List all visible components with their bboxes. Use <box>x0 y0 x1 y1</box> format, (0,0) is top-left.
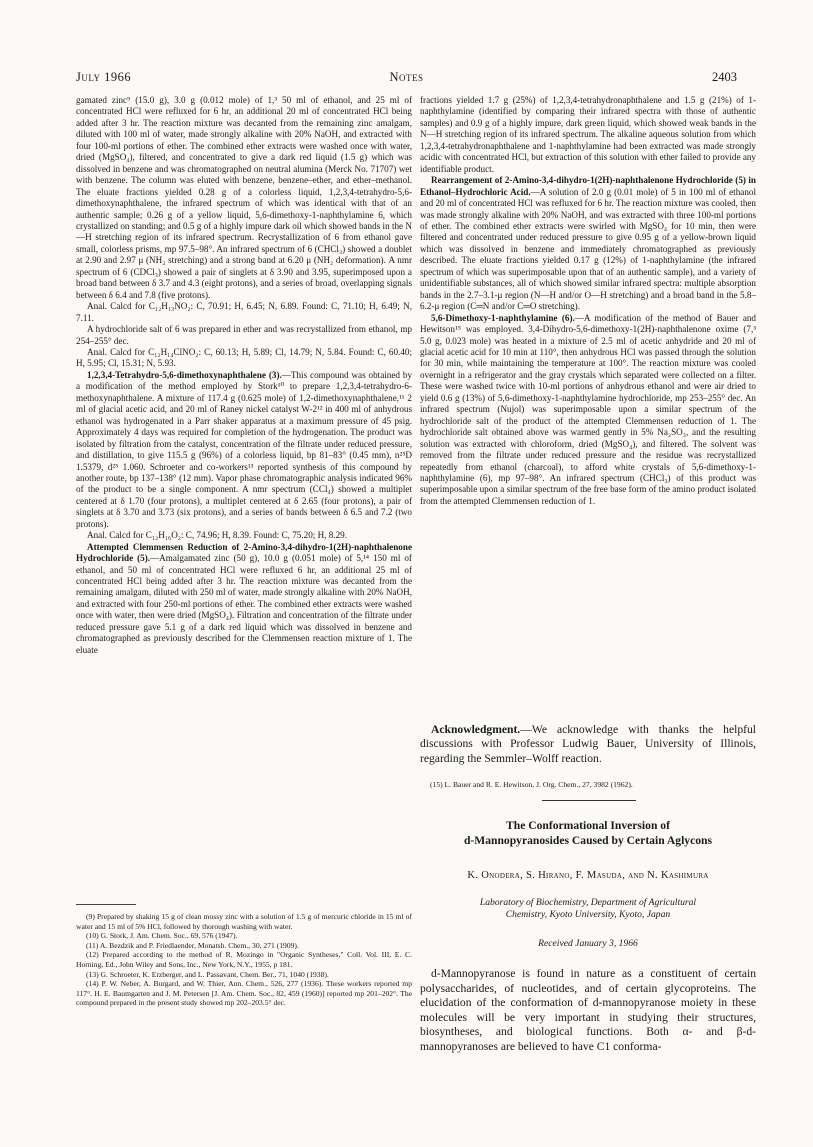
footnote-15: (15) L. Bauer and R. E. Hewitson, J. Org. Chem., 27, 3982 (1962). <box>430 780 633 789</box>
paragraph: fractions yielded 1.7 g (25%) of 1,2,3,4-tetrahydronaphthalene and 1.5 g (21%) of 1-naphthylamine (identified by comparing their infrared spectra with those of authentic samples) and 0.9 g of a highly impure, dark green liquid, which showed weak bands in the N—H stretching region of its infrared spectrum. The alkaline aqueous solution from which 1,2,3,4-tetrahydronaphthalene and 1-naphthylamine had been extracted was made strongly acidic with concentrated HCl, but extraction of this solution with ether failed to provide any identifiable product. <box>420 95 756 174</box>
article-affiliation: Laboratory of Biochemistry, Department of Agricultural Chemistry, Kyoto University, Kyoto, Japan <box>479 897 697 920</box>
paragraph: Anal. Calcd for C₁₂H₁₄ClNO₂: C, 60.13; H, 5.89; Cl, 14.79; N, 5.84. Found: C, 60.40; H, 5.95; Cl, 15.31; N, 5.93. <box>76 346 412 369</box>
footnote: (10) G. Stork, J. Am. Chem. Soc., 69, 576 (1947). <box>86 931 238 941</box>
paragraph: 5,6-Dimethoxy-1-naphthylamine (6).—A modification of the method of Bauer and Hewitson¹⁵ was employed. 3,4-Dihydro-5,6-dimethoxy-1(2H)-naphthalenone oxime (7,³ 5.0 g, 0.023 mole) was heated in a mixture of 2.5 ml of acetic anhydride and 20 ml of glacial acetic acid for 10 min at 110°, then anhydrous HCl was passed through the solution for 30 min, while maintaining the temperature at 100°. The reaction mixture was cooled overnight in a refrigerator and the gray crystals which separated were collected on a filter. These were washed twice with 10-ml portions of anhydrous ethanol and were air dried to yield 0.6 g (13%) of 5,6-dimethoxy-1-naphthylamine hydrochloride, mp 253–255° dec. An infrared spectrum (Nujol) was superimposable upon a similar spectrum of the hydrochloride salt of the product of the attempted Clemmensen reduction of 1. The hydrochloride salt obtained above was warmed gently in 5% Na₂SO₃, and the resulting solution was extracted with chloroform, dried (MgSO₄), and filtered. The solvent was removed from the filtrate under reduced pressure and the residue was recrystallized repeatedly from ethanol (charcoal), to afford white crystals of 5,6-dimethoxy-1-naphthylamine (6), mp 97–98°. An infrared spectrum (CHCl₃) of this product was superimposable upon a similar spectrum of the free base form of the amino product isolated from the attempted Clemmensen reduction of 1. <box>420 312 756 506</box>
article-intro: d-Mannopyranose is found in nature as a constituent of certain polysaccharides, of nucleotides, and of certain glycoproteins. The elucidation of the conformation of d-mannopyranose moiety in these molecules will be very important in studying their structures, biosyntheses, and biological functions. Both α- and β-d-mannopyranoses are believed to have C1 conforma- <box>420 967 756 1053</box>
section-run-in-heading: 1,2,3,4-Tetrahydro-5,6-dimethoxynaphthalene (3). <box>87 369 282 380</box>
paragraph: 1,2,3,4-Tetrahydro-5,6-dimethoxynaphthalene (3).—This compound was obtained by a modification of the method employed by Stork¹⁰ to prepare 1,2,3,4-tetrahydro-6-methoxynaphthalene. A mixture of 117.4 g (0.625 mole) of 1,2-dimethoxynaphthalene,¹¹ 2 ml of glacial acetic acid, and 20 ml of Raney nickel catalyst W-2¹² in 400 ml of anhydrous ethanol was hydrogenated in a Parr shaker apparatus at a maximum pressure of 45 psig. Approximately 4 days was required for completion of the hydrogenation. The product was isolated by filtration from the catalyst, concentration of the filtrate under reduced pressure, and distillation, to give 115.5 g (96%) of a colorless liquid, bp 81–83° (0.45 mm), n²⁵D 1.5379, d²⁵ 1.060. Schroeter and co-workers¹³ reported synthesis of this compound by another route, bp 137–138° (12 mm). Vapor phase chromatographic analysis indicated 96% of the product to be a single component. A nmr spectrum (CCl₄) showed a multiplet centered at δ 1.70 (four protons), a multiplet centered at δ 2.65 (four protons), a pair of singlets at δ 3.70 and 3.73 (six protons), and a series of bands between δ 6.5 and 7.2 (two protons). <box>76 369 413 529</box>
footnote: (13) G. Schroeter, K. Erzberger, and L. Passavant, Chem. Ber., 71, 1040 (1938). <box>86 969 329 979</box>
footnotes <box>76 912 412 1008</box>
right-column <box>420 95 756 507</box>
footnote: (14) P. W. Neber, A. Burgard, and W. Thier, Ann. Chem., 526, 277 (1936). These workers reported mp 117°. H. E. Baumgarten and J. M. Petersen [J. Am. Chem. Soc., 82, 459 (1960)] reported mp 201–202°. The compound prepared in the present study showed mp 202–203.5° dec. <box>76 979 412 1008</box>
page-number: 2403 <box>712 70 737 84</box>
running-header-date: July 1966 <box>76 70 132 84</box>
received-date: Received January 3, 1966 <box>538 938 638 949</box>
left-column <box>76 95 412 656</box>
section-run-in-heading: Attempted Clemmensen Reduction of 2-Amino-3,4-dihydro-1(2H)-naphthalenone Hydrochloride (5). <box>76 541 412 564</box>
acknowledgment: Acknowledgment.—We acknowledge with thanks the helpful discussions with Professor Ludwig Bauer, University of Illinois, regarding the Semmler–Wolff reaction. <box>420 723 756 765</box>
article-title: The Conformational Inversion of d-Mannopyranosides Caused by Certain Aglycons <box>463 819 712 847</box>
paragraph: A hydrochloride salt of 6 was prepared in ether and was recrystallized from ethanol, mp 254–255° dec. <box>76 324 412 346</box>
footnote: (12) Prepared according to the method of R. Mozingo in "Organic Syntheses," Coll. Vol. III, E. C. Horning, Ed., John Wiley and Sons, Inc., New York, N.Y., 1955, p 181. <box>76 950 412 969</box>
paragraph: gamated zinc⁹ (15.0 g), 3.0 g (0.012 mole) of 1,³ 50 ml of ethanol, and 25 ml of concentrated HCl were refluxed for 6 hr, an additional 20 ml of concentrated HCl being added after 3 hr. The reaction mixture was decanted from the remaining zinc amalgam, diluted with 100 ml of water, made strongly alkaline with 20% NaOH, and extracted with four 100-ml portions of ether. The combined ether extracts were washed once with water, dried (MgSO₄), filtered, and concentrated to give a dark red liquid (1.5 g) which was dissolved in benzene and was chromatographed on neutral alumina (Merck No. 71707) wet with benzene. The column was eluted with benzene, benzene–ether, and ether–methanol. The eluate fractions yielded 0.28 g of a colorless liquid, 1,2,3,4-tetrahydro-5,6-dimethoxynaphthalene, the infrared spectrum of which was identical with that of an authentic sample; 0.26 g of a yellow liquid, 5,6-dimethoxy-1-naphthylamine 6, which crystallized on standing; and 0.5 g of a highly impure dark oil which showed bands in the N—H stretching region of its infrared spectrum. Recrystallization of 6 from ethanol gave small, colorless prisms, mp 97.5–98°. An infrared spectrum of 6 (CHCl₃) showed a doublet at 2.90 and 2.97 μ (NH₂ stretching) and a strong band at 6.20 μ (NH₂ deformation). A nmr spectrum of 6 (CDCl₃) showed a pair of singlets at δ 3.90 and 3.95, superimposed upon a broad band between δ 3.7 and 4.3 (eight protons), and a series of broad, overlapping signals between δ 6.4 and 7.8 (five protons). <box>76 95 412 300</box>
acknowledgment-heading: Acknowledgment. <box>431 723 521 736</box>
section-run-in-heading: Rearrangement of 2-Amino-3,4-dihydro-1(2H)-naphthalenone Hydrochloride (5) in Ethanol–Hydrochloric Acid. <box>420 175 756 197</box>
section-run-in-heading: 5,6-Dimethoxy-1-naphthylamine (6). <box>431 312 575 323</box>
footnote: (11) A. Bezdzik and P. Friedlaender, Monatsh. Chem., 30, 271 (1909). <box>86 940 299 950</box>
paragraph: Anal. Calcd for C₁₂H₁₆O₂: C, 74.96; H, 8.39. Found: C, 75.20; H, 8.29. <box>87 530 347 541</box>
footnote-rule <box>76 904 136 905</box>
paragraph: Anal. Calcd for C₁₂H₁₃NO₂: C, 70.91; H, 6.45; N, 6.89. Found: C, 71.10; H, 6.49; N, 7.11. <box>76 301 412 323</box>
article-authors: K. Onodera, S. Hirano, F. Masuda, and N. Kashimura <box>467 870 709 881</box>
running-header-section: Notes <box>389 70 424 84</box>
paragraph: Rearrangement of 2-Amino-3,4-dihydro-1(2H)-naphthalenone Hydrochloride (5) in Ethanol–Hydrochloric Acid.—A solution of 2.0 g (0.01 mole) of 5 in 100 ml of ethanol and 20 ml of concentrated HCl was refluxed for 6 hr. The reaction mixture was cooled, then was made strongly alkaline with 20% NaOH, and was extracted with three 100-ml portions of ether. The combined ether extracts were swirled with MgSO₄ for 10 min, then were filtered and concentrated under reduced pressure to give 0.95 g of a yellow-brown liquid which was dissolved in benzene and immediately chromatographed as previously described. The eluate fractions yielded 0.17 g (12%) of 1-naphthylamine (the infrared spectrum of which was superimposable upon that of an authentic sample), and a variety of unidentifiable substances, all of which showed similar infrared spectra: multiple absorption bands in the 2.7–3.1-μ region (N—H and/or O—H stretching) and a broad band in the 5.8–6.2-μ region (C═N and/or C═O stretching). <box>420 175 756 312</box>
paragraph: Attempted Clemmensen Reduction of 2-Amino-3,4-dihydro-1(2H)-naphthalenone Hydrochloride (5).—Amalgamated zinc (50 g), 10.0 g (0.051 mole) of 5,¹⁴ 150 ml of ethanol, and 50 ml of concentrated HCl were refluxed 6 hr, an additional 25 ml of concentrated HCl being added after 3 hr. The reaction mixture was decanted from the remaining amalgam, diluted with 250 ml of water, made strongly alkaline with 20% NaOH, and extracted with four 250-ml portions of ether. The combined ether extracts were washed once with water, then were dried (MgSO₄). Filtration and concentration of the filtrate under reduced pressure gave 5.1 g of a dark red liquid which was dissolved in benzene and chromatographed as previously described for the Clemmensen reaction mixture of 1. The eluate <box>76 541 412 655</box>
article-divider <box>542 800 636 801</box>
footnote: (9) Prepared by shaking 15 g of clean mossy zinc with a solution of 1.5 g of mercuric chloride in 15 ml of water and 15 ml of 5% HCl, followed by thorough washing with water. <box>76 912 412 931</box>
